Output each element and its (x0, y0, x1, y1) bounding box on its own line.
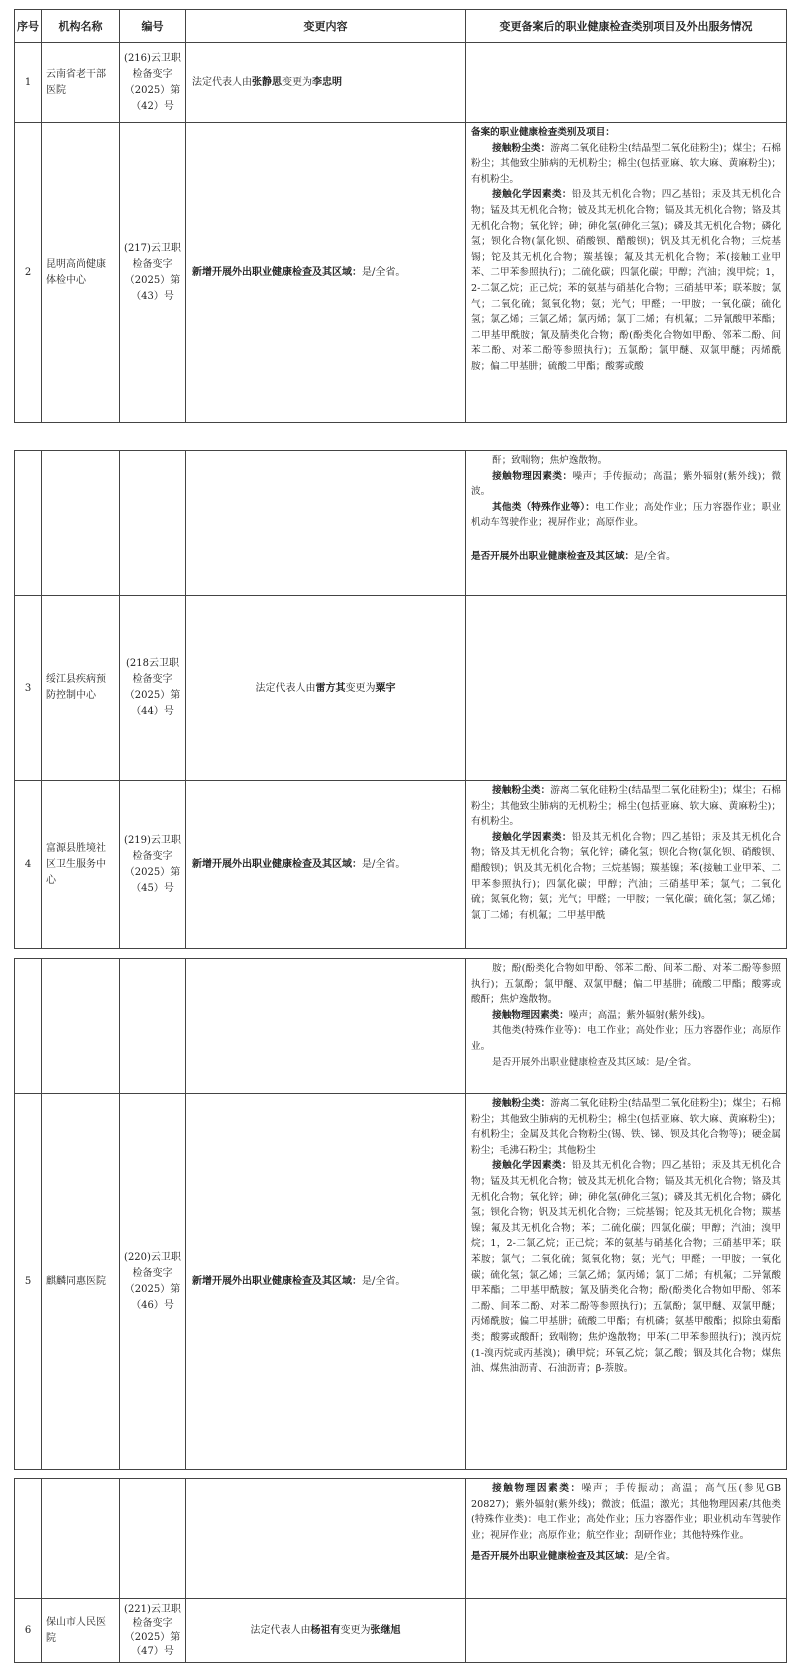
institution-name: 云南省老干部医院 (42, 43, 120, 123)
change-content (186, 781, 466, 949)
exam-detail-continued (466, 451, 787, 596)
detail-empty (466, 596, 787, 781)
outreach-text: 是/全省。 (634, 1551, 676, 1563)
chemical-label: 接触化学因素类： (492, 1160, 572, 1172)
chemical-label: 接触化学因素类： (492, 189, 572, 201)
chemical-category (471, 1158, 781, 1376)
other-label: 其他类(特殊作业等)： (492, 1025, 588, 1037)
row-number: 6 (15, 1599, 42, 1663)
exam-detail-continued (466, 1479, 787, 1599)
outreach-line (471, 549, 781, 565)
chemical-category (471, 187, 781, 374)
table-row (15, 1094, 787, 1470)
header-no: 序号 (15, 10, 42, 43)
table-row (15, 781, 787, 949)
outreach-change-value: 是/全省。 (362, 267, 406, 278)
outreach-change-label: 新增开展外出职业健康检查及其区域： (192, 859, 362, 870)
physical-text: 噪声；高温；紫外辐射(紫外线)。 (568, 1009, 711, 1021)
change-prefix: 法定代表人由 (192, 77, 252, 88)
change-mid: 变更为 (340, 1625, 371, 1636)
outreach-label: 是否开展外出职业健康检查及其区域： (471, 1551, 635, 1563)
dust-category (471, 1096, 781, 1158)
chemical-category (471, 830, 781, 924)
old-representative: 杨祖有 (310, 1625, 341, 1636)
chemical-continued: 酐；致喘物；焦炉逸散物。 (492, 455, 608, 466)
chemical-label: 接触化学因素类： (492, 831, 572, 843)
header-org: 机构名称 (42, 10, 120, 43)
table-row-continued (15, 451, 787, 596)
filing-code: (217)云卫职检备变字（2025）第（43）号 (120, 123, 186, 423)
detail-empty (466, 43, 787, 123)
table-row (15, 1599, 787, 1663)
other-category (471, 1023, 781, 1054)
new-representative: 李忠明 (312, 77, 342, 88)
filing-code: (218云卫职检备变字（2025）第（44）号 (120, 596, 186, 781)
physical-text: 噪声；手传振动；高温；高气压(参见GB 20827)；紫外辐射(紫外线)；微波；低温；激光；其他物理因素/其他类(特殊作业类)：电工作业；高处作业；压力容器作业；职业机动车驾驶作业；视屏作业；高原作业；航空作业；刮研作业；其他特殊作业。 (471, 1483, 781, 1541)
change-content (186, 596, 466, 781)
filing-code: (221)云卫职检备变字（2025）第（47）号 (120, 1599, 186, 1663)
chemical-text: 铅及其无机化合物；四乙基铅；汞及其无机化合物；锰及其无机化合物；铍及其无机化合物；镉及其无机化合物；铬及其无机化合物；氧化锌；砷；砷化氢(砷化三氢)；磷及其无机化合物；磷化氢；钡化合物(氯化钡、硝酸钡、醋酸钡)；钒及其无机化合物；三烷基锡；铊及其无机化合物；羰基镍；氟及其无机化合物；苯(接触工业甲苯、二甲苯参照执行)；二硫化碳；四氯化碳；甲醇；汽油；溴甲烷；1，2-二氯乙烷；正己烷；苯的氨基与硝基化合物；三硝基甲苯；联苯胺；氯气；二氧化硫；氮氧化物；氨；光气；甲醛；一甲胺；一氧化碳；硫化氢；氯乙烯；三氯乙烯；氯丙烯；氯丁二烯；有机氟；二异氰酸甲苯酯；二甲基甲酰胺；氰及腈类化合物；酚(酚类化合物如甲酚、邻苯二酚、间苯二酚、对苯二酚等参照执行)；五氯酚；氯甲醚、双氯甲醚；丙烯酰胺；偏二甲基肼；硫酸二甲酯；酸雾或酸 (471, 189, 782, 372)
table-row-continued (15, 1479, 787, 1599)
row-number: 1 (15, 43, 42, 123)
other-text: 电工作业；高处作业；压力容器作业；职业机动车驾驶作业；视屏作业；高原作业。 (471, 501, 782, 529)
exam-detail-continued (466, 959, 787, 1094)
outreach-line (471, 1549, 781, 1565)
chemical-continued: 胺；酚(酚类化合物如甲酚、邻苯二酚、间苯二酚、对苯二酚等参照执行)；五氯酚；氯甲醚、双氯甲醚；偏二甲基肼；硫酸二甲酯；酸雾或酸酐；焦炉逸散物。 (471, 963, 781, 1006)
change-mid: 变更为 (345, 682, 376, 694)
outreach-line: 是否开展外出职业健康检查及其区域：是/全省。 (492, 1056, 697, 1068)
detail-empty (466, 1599, 787, 1663)
outreach-label: 是否开展外出职业健康检查及其区域： (471, 550, 635, 562)
detail-heading: 备案的职业健康检查类别及项目： (471, 127, 615, 138)
institution-name: 昆明高尚健康体检中心 (42, 123, 120, 423)
change-content (186, 123, 466, 423)
table-row (15, 123, 787, 423)
old-representative: 雷方其 (315, 682, 346, 694)
dust-category (471, 783, 781, 830)
row-number: 2 (15, 123, 42, 423)
other-text: 电工作业；高处作业；压力容器作业；高原作业。 (471, 1025, 781, 1052)
dust-label: 接触粉尘类： (492, 142, 551, 154)
header-change: 变更内容 (186, 10, 466, 43)
physical-label: 接触物理因素类： (492, 1483, 582, 1494)
institution-name: 保山市人民医院 (42, 1599, 120, 1663)
table-row (15, 43, 787, 123)
row-number: 5 (15, 1094, 42, 1470)
institution-name: 麒麟同惠医院 (42, 1094, 120, 1470)
chemical-text: 铅及其无机化合物；四乙基铅；汞及其无机化合物；锰及其无机化合物；铍及其无机化合物；镉及其无机化合物；铬及其无机化合物；氧化锌；砷；砷化氢(砷化三氢)；磷及其无机化合物；磷化氢；钡化合物；钒及其无机化合物；三烷基锡；铊及其无机化合物；羰基镍；氟及其无机化合物；苯；二硫化碳；四氯化碳；甲醇；汽油；溴甲烷；1，2-二氯乙烷；正己烷；苯的氨基与硝基化合物；三硝基甲苯；联苯胺；氯气；二氧化硫；氮氧化物；氨；光气；甲醛；一甲胺；一氧化碳；硫化氢；氯乙烯；三氯乙烯；氯丙烯；氯丁二烯；有机氟；二异氰酸甲苯酯；二甲基甲酰胺；氰及腈类化合物；酚(酚类化合物如甲酚、邻苯二酚、间苯二酚、对苯二酚等参照执行)；五氯酚；氯甲醚、双氯甲醚；丙烯酰胺；偏二甲基肼；硫酸二甲酯；有机磷；氨基甲酸酯；拟除虫菊酯类；酸雾或酸酐；致喘物；焦炉逸散物；甲苯(二甲苯参照执行)；溴丙烷(1-溴丙烷或丙基溴)；碘甲烷；环氧乙烷；氯乙酸；铟及其化合物；煤焦油、煤焦油沥青、石油沥青；β-萘胺。 (471, 1160, 782, 1375)
exam-detail (466, 123, 787, 423)
chemical-text: 铅及其无机化合物；四乙基铅；汞及其无机化合物；铬及其无机化合物；氧化锌；磷化氢；钡化合物(氯化钡、硝酸钡、醋酸钡)；钒及其无机化合物；三烷基锡；羰基镍；苯(接触工业甲苯、二甲苯参照执行)；四氯化碳；甲醇；汽油；三硝基甲苯；氯气；二氧化硫；氮氧化物；氨；光气；甲醛；一甲胺；一氧化碳；硫化氢；氯乙烯；氯丁二烯；有机氟；二甲基甲酰 (471, 831, 782, 921)
dust-text: 游离二氧化硅粉尘(结晶型二氧化硅粉尘)；煤尘；石棉粉尘；其他致尘肺病的无机粉尘；棉尘(包括亚麻、软大麻、黄麻粉尘)；有机粉尘。 (471, 785, 781, 828)
physical-category (471, 1481, 781, 1543)
physical-text: 噪声；手传振动；高温；紫外辐射(紫外线)；微波。 (471, 470, 781, 498)
change-content (186, 43, 466, 123)
physical-category (471, 1008, 781, 1024)
row-number: 3 (15, 596, 42, 781)
filing-table-part-4 (14, 1478, 787, 1663)
filing-code: (219)云卫职检备变字（2025）第（45）号 (120, 781, 186, 949)
dust-label: 接触粉尘类： (492, 785, 551, 796)
outreach-text: 是/全省。 (634, 550, 676, 562)
outreach-change-label: 新增开展外出职业健康检查及其区域： (192, 1276, 362, 1287)
exam-detail (466, 1094, 787, 1470)
change-mid: 变更为 (282, 77, 312, 88)
filing-code: (220)云卫职检备变字（2025）第（46）号 (120, 1094, 186, 1470)
change-content (186, 1599, 466, 1663)
new-representative: 粟宇 (375, 682, 396, 694)
physical-label: 接触物理因素类： (492, 470, 573, 482)
new-representative: 张继旭 (370, 1625, 401, 1636)
institution-name: 富源县胜境社区卫生服务中心 (42, 781, 120, 949)
table-header-row (15, 10, 787, 43)
change-content (186, 1094, 466, 1470)
outreach-change-value: 是/全省。 (362, 1276, 406, 1287)
dust-text: 游离二氧化硅粉尘(结晶型二氧化硅粉尘)；煤尘；石棉粉尘；其他致尘肺病的无机粉尘；棉尘(包括亚麻、软大麻、黄麻粉尘)；有机粉尘；金属及其化合物粉尘(锡、铁、锑、钡及其化合物等)；硬金属粉尘；毛沸石粉尘；其他粉尘 (471, 1098, 781, 1156)
dust-text: 游离二氧化硅粉尘(结晶型二氧化硅粉尘)；煤尘；石棉粉尘；其他致尘肺病的无机粉尘；棉尘(包括亚麻、软大麻、黄麻粉尘)；有机粉尘。 (471, 142, 781, 185)
old-representative: 张静思 (252, 77, 282, 88)
other-label: 其他类（特殊作业等）： (492, 501, 596, 513)
change-prefix: 法定代表人由 (255, 682, 316, 694)
filing-table-part-3 (14, 958, 787, 1470)
header-detail: 变更备案后的职业健康检查类别项目及外出服务情况 (466, 10, 787, 43)
physical-category (471, 469, 781, 500)
physical-label: 接触物理因素类： (492, 1009, 569, 1021)
dust-category (471, 141, 781, 188)
table-row (15, 596, 787, 781)
header-code: 编号 (120, 10, 186, 43)
filing-table-part-2 (14, 450, 787, 949)
outreach-change-label: 新增开展外出职业健康检查及其区域： (192, 267, 362, 278)
filing-table-part-1 (14, 9, 787, 423)
dust-label: 接触粉尘类： (492, 1098, 551, 1109)
institution-name: 绥江县疾病预防控制中心 (42, 596, 120, 781)
outreach-change-value: 是/全省。 (362, 859, 406, 870)
change-prefix: 法定代表人由 (250, 1625, 311, 1636)
row-number: 4 (15, 781, 42, 949)
other-category (471, 500, 781, 531)
table-row-continued (15, 959, 787, 1094)
filing-code: (216)云卫职检备变字（2025）第（42）号 (120, 43, 186, 123)
exam-detail (466, 781, 787, 949)
